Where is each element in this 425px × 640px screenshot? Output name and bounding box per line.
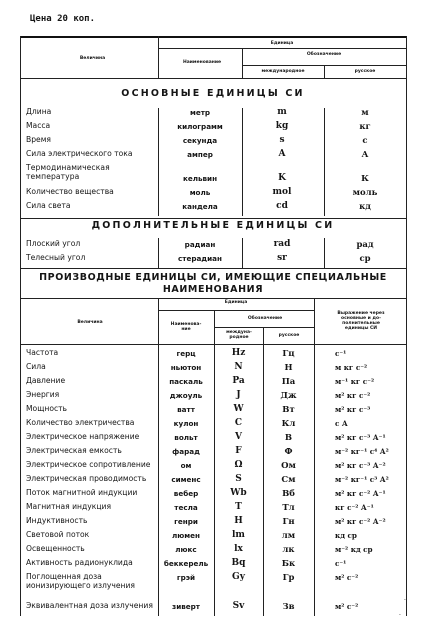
table-row (20, 202, 406, 216)
unit-name: сименс (171, 475, 201, 484)
unit-intl: V (235, 432, 242, 442)
supp-vline-1 (158, 238, 159, 268)
unit-expression: м⁻² кг⁻¹ с⁴ А² (335, 447, 389, 456)
dheader-vline-4 (314, 298, 315, 344)
quantity-name: Масса (26, 121, 51, 130)
quantity-name: Время (26, 135, 51, 144)
header-expression-3: полнительные (342, 321, 380, 326)
quantity-name: Сила электрического тока (26, 149, 133, 158)
unit-rus: лм (281, 531, 296, 541)
quantity-name: Индуктивность (26, 516, 88, 525)
table-row (20, 136, 406, 150)
unit-intl: Bq (231, 558, 246, 568)
unit-name: ньютон (170, 363, 202, 372)
unit-rus: моль (352, 188, 378, 198)
unit-name: вольт (174, 433, 198, 442)
header-vline-1 (158, 36, 159, 78)
unit-expression: с А (335, 419, 348, 428)
quantity-name: Количество электричества (26, 418, 135, 427)
unit-intl: Hz (231, 348, 246, 358)
quantity-name-line-2: ионизирующего излучения (26, 580, 135, 590)
unit-rus: Тл (282, 503, 295, 513)
quantity-name: Термодинамическая температура (26, 163, 110, 181)
table-row (20, 108, 406, 122)
unit-rus: Ом (281, 461, 296, 471)
unit-expression: м² с⁻² (335, 602, 359, 611)
header-unit: Единица (224, 300, 248, 305)
header-quantity: Величина (77, 320, 103, 325)
header-international-1: междуна- (226, 330, 252, 335)
quantity-name: Эквивалентная доза излучения (26, 601, 153, 610)
unit-intl: Ω (234, 460, 243, 470)
unit-expression: с⁻¹ (335, 349, 347, 358)
table-row (20, 475, 406, 489)
unit-expression: м² кг с⁻³ (335, 405, 371, 414)
unit-rus: кд (359, 202, 371, 212)
unit-name: радиан (184, 240, 216, 249)
unit-intl: Wb (230, 488, 247, 498)
unit-rus: Бк (281, 559, 296, 569)
header-expression (316, 311, 406, 331)
scan-speck: · (399, 612, 401, 619)
header-international-2: родное (229, 335, 249, 340)
unit-rus: Вт (282, 405, 295, 415)
unit-intl: rad (273, 239, 291, 249)
unit-rus: лк (282, 545, 295, 555)
unit-intl: mol (272, 187, 292, 197)
unit-intl: sr (277, 253, 287, 263)
unit-expression: м² кг с⁻³ А⁻² (335, 461, 386, 470)
header-naming: Наименование (182, 60, 222, 65)
unit-intl: kg (275, 121, 289, 131)
unit-intl: s (279, 135, 285, 145)
unit-name: моль (189, 188, 211, 197)
unit-rus: Вб (282, 489, 295, 499)
unit-rus: Зв (282, 602, 295, 612)
table-top-rule (20, 36, 406, 38)
unit-name: метр (189, 108, 211, 117)
unit-name: кулон (173, 419, 199, 428)
header-international (216, 330, 262, 340)
quantity-name: Электрическое напряжение (26, 432, 140, 441)
quantity-name: Световой поток (26, 530, 90, 539)
header-quantity: Величина (79, 56, 106, 61)
unit-expression: с⁻¹ (335, 559, 347, 568)
unit-expression: м² кг с⁻² (335, 391, 371, 400)
header-international: международное (261, 69, 305, 74)
unit-name: ватт (177, 405, 195, 414)
table-row (20, 419, 406, 433)
section-divider (20, 218, 406, 219)
unit-intl: W (233, 404, 244, 414)
supp-vline-3 (324, 238, 325, 268)
header-vline-3 (324, 65, 325, 78)
quantity-name: Поток магнитной индукции (26, 488, 138, 497)
table-row (20, 391, 406, 405)
unit-intl: J (236, 390, 241, 400)
table-row (20, 545, 406, 559)
header-designation: Обозначение (247, 316, 283, 321)
unit-rus: Па (281, 377, 296, 387)
header-hline-1 (158, 48, 406, 49)
derived-title-line-1: ПРОИЗВОДНЫЕ ЕДИНИЦЫ СИ, ИМЕЮЩИЕ СПЕЦИАЛЬНЫЕ (39, 272, 387, 283)
table-row (20, 489, 406, 503)
unit-rus: В (284, 433, 293, 443)
header-russian: русское (278, 333, 300, 338)
unit-rus: См (281, 475, 296, 485)
dheader-hline-1 (158, 310, 314, 311)
unit-rus: с (362, 136, 368, 146)
unit-name: ом (180, 461, 192, 470)
unit-name: вебер (173, 489, 199, 498)
unit-intl: Gy (232, 572, 245, 582)
header-designation: Обозначение (306, 52, 342, 57)
unit-rus: кг (359, 122, 371, 132)
table-row (20, 531, 406, 545)
table-row (20, 517, 406, 531)
unit-expression: м² кг с⁻³ А⁻¹ (335, 433, 386, 442)
dheader-vline-3 (263, 327, 264, 344)
unit-rus: рад (356, 240, 374, 250)
unit-rus: Гц (282, 349, 295, 359)
quantity-name: Плоский угол (26, 239, 81, 248)
unit-expression: м² с⁻² (335, 573, 359, 582)
header-expression-4: единицы СИ (344, 326, 378, 331)
unit-rus: Кл (281, 419, 296, 429)
unit-name: генри (174, 517, 198, 526)
unit-expression: кд ср (335, 531, 357, 540)
quantity-name-line-1: Поглощенная доза (26, 572, 102, 581)
unit-expression: м кг с⁻² (335, 363, 368, 372)
unit-name: паскаль (169, 377, 203, 386)
quantity-name: Освещенность (26, 544, 85, 553)
basic-vline-1 (158, 108, 159, 216)
unit-name: ампер (187, 150, 213, 159)
unit-name: грэй (176, 573, 196, 582)
quantity-name: Длина (26, 107, 52, 116)
unit-rus: ср (359, 254, 371, 264)
derived-units-title (20, 272, 406, 296)
unit-name: килограмм (177, 122, 223, 131)
unit-name: люкс (175, 545, 197, 554)
unit-name: стерадиан (178, 254, 222, 263)
quantity-name: Сила (26, 362, 46, 371)
unit-intl: C (234, 418, 243, 428)
unit-expression: м⁻¹ кг с⁻² (335, 377, 375, 386)
unit-rus: А (361, 150, 369, 160)
unit-name: кельвин (182, 174, 218, 183)
unit-expression: м² кг с⁻² А⁻¹ (335, 489, 386, 498)
unit-intl: T (235, 502, 242, 512)
quantity-name: Электрическая проводимость (26, 474, 147, 483)
quantity-name: Частота (26, 348, 59, 357)
dheader-vline-1 (158, 298, 159, 344)
table-row (20, 461, 406, 475)
unit-intl: F (235, 446, 242, 456)
section-divider (20, 268, 406, 269)
unit-name: герц (176, 349, 196, 358)
table-row (20, 405, 406, 419)
unit-name: джоуль (169, 391, 203, 400)
unit-name: фарад (172, 447, 200, 456)
table-row (20, 363, 406, 377)
price-label: Цена 20 коп. (30, 14, 96, 24)
unit-name: зиверт (172, 602, 200, 611)
table-row (20, 447, 406, 461)
unit-intl: cd (276, 201, 288, 211)
table-row (20, 254, 406, 268)
header-russian: русское (354, 69, 376, 74)
unit-expression: м⁻² кг⁻¹ с³ А² (335, 475, 389, 484)
quantity-name: Количество вещества (26, 187, 114, 196)
unit-name: беккерель (163, 559, 209, 568)
supp-vline-2 (242, 238, 243, 268)
basic-vline-2 (242, 108, 243, 216)
unit-rus: Н (284, 363, 293, 373)
quantity-name: Давление (26, 376, 66, 385)
table-row (20, 433, 406, 447)
unit-intl: K (278, 173, 286, 183)
quantity-name: Магнитная индукция (26, 502, 112, 511)
quantity-name: Мощность (26, 404, 68, 413)
quantity-name: Электрическая емкость (26, 446, 122, 455)
unit-intl: lx (234, 544, 243, 554)
header-expression-2: основные и до- (341, 316, 381, 321)
unit-intl: Pa (232, 376, 245, 386)
table-row (20, 377, 406, 391)
unit-rus: Гр (282, 573, 295, 583)
unit-intl: lm (232, 530, 245, 540)
header-naming-2: ние (181, 327, 191, 332)
supplementary-units-title: ДОПОЛНИТЕЛЬНЫЕ ЕДИНИЦЫ СИ (91, 220, 335, 231)
basic-vline-3 (324, 108, 325, 216)
derived-header-top-rule (20, 298, 406, 299)
quantity-name: Активность радионуклида (26, 558, 133, 567)
header-expression-1: Выражение через (337, 311, 385, 316)
unit-intl: Sv (232, 601, 245, 611)
unit-intl: m (277, 107, 287, 117)
quantity-name: Телесный угол (26, 253, 86, 262)
quantity-name: Электрическое сопротивление (26, 460, 151, 469)
header-unit: Единица (270, 41, 294, 46)
unit-rus: Ф (284, 447, 293, 457)
header-vline-2 (242, 48, 243, 78)
table-right-rule (406, 36, 407, 616)
header-bottom-rule (20, 78, 406, 79)
unit-rus: К (361, 174, 369, 184)
unit-expression: м² кг с⁻² А⁻² (335, 517, 386, 526)
table-row (20, 188, 406, 202)
unit-name: люмен (172, 531, 200, 540)
header-naming-1: Наименова- (170, 322, 202, 327)
unit-name: тесла (174, 503, 198, 512)
unit-expression: кг с⁻² А⁻¹ (335, 503, 374, 512)
table-row (20, 150, 406, 164)
unit-name: секунда (182, 136, 218, 145)
table-row (20, 122, 406, 136)
basic-units-title: ОСНОВНЫЕ ЕДИНИЦЫ СИ (121, 88, 305, 99)
quantity-name: Сила света (26, 201, 71, 210)
scan-speck: · (404, 597, 406, 604)
table-row (20, 349, 406, 363)
si-units-table (20, 36, 412, 616)
dheader-bottom-rule (20, 344, 406, 345)
table-row (20, 164, 406, 186)
quantity-name: Энергия (26, 390, 60, 399)
unit-rus: Гн (282, 517, 295, 527)
unit-intl: S (235, 474, 242, 484)
unit-name: кандела (182, 202, 218, 211)
header-naming (160, 322, 212, 332)
table-row (20, 573, 406, 593)
table-row (20, 559, 406, 573)
unit-rus: м (361, 108, 369, 118)
unit-rus: Дж (280, 391, 297, 401)
unit-expression: м⁻² кд ср (335, 545, 373, 554)
table-row (20, 240, 406, 254)
unit-intl: H (234, 516, 243, 526)
unit-intl: N (234, 362, 243, 372)
dheader-hline-2 (214, 327, 314, 328)
quantity-name (26, 573, 135, 590)
table-row (20, 503, 406, 517)
table-row (20, 602, 406, 616)
unit-intl: A (278, 149, 286, 159)
derived-title-line-2: НАИМЕНОВАНИЯ (162, 284, 264, 295)
